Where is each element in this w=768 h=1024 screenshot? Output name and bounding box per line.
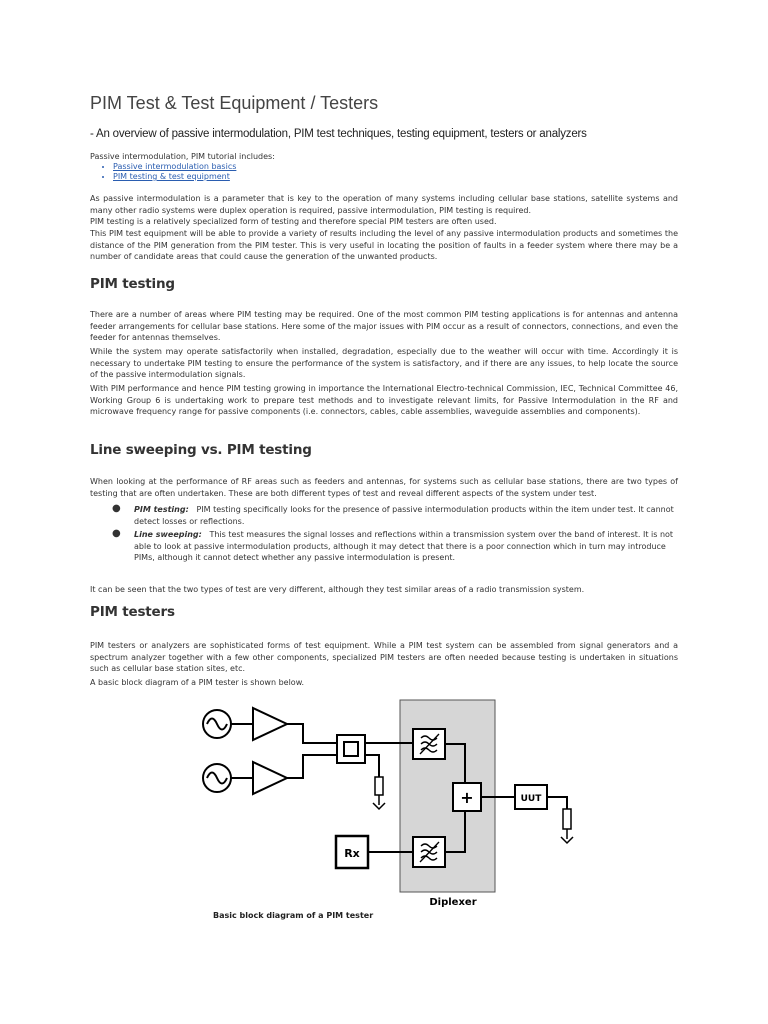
tutorial-contents (90, 152, 275, 182)
line-sweeping-intro: When looking at the performance of RF areas such as feeders and antennas, for systems such as cellular base stations, there are two types of testing that are often undertaken. These are both different types of test and reveal different aspects of the system under test. (90, 477, 678, 498)
filter-tx-icon (413, 729, 445, 759)
intro-paragraph-2: PIM testing is a relatively specialized form of testing and therefore special PIM testers are often used. (90, 217, 497, 226)
amplifier-2-icon (253, 762, 287, 794)
pim-testing-paragraph-2: While the system may operate satisfactorily when installed, degradation, especially due to the weather will occur with time. Accordingly it is necessary to undertake PIM testing to ensure the performance of the system is satisfactory, and if there are any issues, to help locate the source of the passive intermodulation signals. (90, 347, 678, 380)
pim-tester-block-diagram (195, 697, 575, 912)
toc-intro: Passive intermodulation, PIM tutorial includes: (90, 152, 275, 161)
uut-label: UUT (520, 794, 542, 804)
toc-link-testing[interactable]: PIM testing & test equipment (113, 172, 230, 181)
bullet-term: Line sweeping: (134, 530, 202, 539)
combiner-icon (337, 735, 365, 763)
bullet-text: This test measures the signal losses and reflections within a transmission system over the band of interest. It is not able to look at passive intermodulation products, although it may detect that there is a poor connection which in turn may introduce PIMs, although it cannot detect whether any passive intermodulation is present. (134, 530, 674, 563)
diagram-caption: Basic block diagram of a PIM tester (213, 911, 374, 920)
amplifier-1-icon (253, 708, 287, 740)
summing-junction (453, 783, 481, 811)
bullet-dot: ● (112, 503, 121, 514)
toc-item (113, 162, 275, 172)
signal-generator-2-icon (203, 764, 231, 792)
rx-block (336, 836, 368, 868)
line-sweeping-conclusion: It can be seen that the two types of test are very different, although they test similar areas of a radio transmission system. (90, 585, 585, 594)
signal-generator-1-icon (203, 710, 231, 738)
filter-rx-icon (413, 837, 445, 867)
heading-pim-testing: PIM testing (90, 276, 175, 292)
pim-testing-paragraph-1: There are a number of areas where PIM testing may be required. One of the most common PIM testing applications is for antennas and antenna feeder arrangements for cellular base stations. Here some of the major issues with PIM occur as a result of connectors, connections, and even the feeder for antennas themselves. (90, 310, 678, 343)
rx-label: Rx (344, 847, 360, 860)
intro-paragraph-1: As passive intermodulation is a parameter that is key to the operation of many systems including cellular base stations, satellite systems and many other radio systems were duplex operation is required, passive intermodulation, PIM testing is required. (90, 194, 678, 215)
intro-paragraph-3: This PIM test equipment will be able to provide a variety of results including the level of any passive intermodulation products and sometimes the distance of the PIM generation from the PIM tester. This is very useful in locating the position of faults in a feeder system where there may be a number of candidate areas that could cause the generation of the unwanted products. (90, 229, 678, 262)
page-subtitle: - An overview of passive intermodulation, PIM test techniques, testing equipment, testers or analyzers (90, 128, 587, 140)
heading-pim-testers: PIM testers (90, 604, 175, 620)
bullet-dot: ● (112, 528, 121, 539)
bullet-text: PIM testing specifically looks for the presence of passive intermodulation products within the item under test. It cannot detect losses or reflections. (134, 505, 674, 526)
toc-list (90, 162, 275, 182)
pim-testers-paragraph-2: A basic block diagram of a PIM tester is shown below. (90, 678, 305, 687)
load-termination-2-icon (561, 809, 573, 843)
diplexer-label: Diplexer (429, 897, 477, 908)
plus-label: + (460, 788, 474, 807)
uut-block (515, 785, 547, 809)
page-title: PIM Test & Test Equipment / Testers (90, 93, 379, 113)
toc-link-basics[interactable]: Passive intermodulation basics (113, 162, 237, 171)
heading-line-sweeping: Line sweeping vs. PIM testing (90, 442, 312, 458)
bullet-term: PIM testing: (134, 505, 189, 514)
pim-testing-paragraph-3: With PIM performance and hence PIM testing growing in importance the International Electro-technical Commission, IEC, Technical Committee 46, Working Group 6 is undertaking work to prepare test methods and to investigate relevant limits, for Passive Intermodulation in the RF and microwave frequency range for passive components (i.e. connectors, cables, cable assemblies, waveguide assemblies and components). (90, 384, 678, 417)
toc-item (113, 172, 275, 182)
pim-testers-paragraph-1: PIM testers or analyzers are sophisticated forms of test equipment. While a PIM test system can be assembled from signal generators and a spectrum analyzer together with a few other components, specialized PIM testers are often needed because testing is undertaken in situations such as cellular base station sites, etc. (90, 641, 678, 674)
load-termination-1-icon (373, 777, 385, 809)
